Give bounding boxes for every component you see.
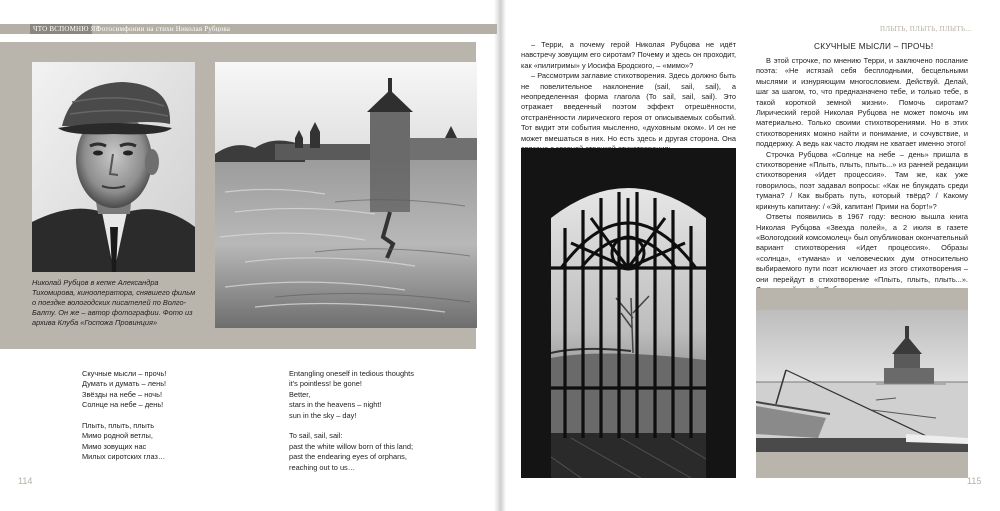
running-head-title: Фотосимфонии на стихи Николая Рубцова: [96, 25, 231, 33]
poem-russian: Скучные мысли – прочь! Думать и думать – лень! Звёзды на небе – ночь! Солнце на небе – день! Плыть, плыть, плыть Мимо родной ветлы, Мимо зовущих нас Милых сиротских глаз…: [82, 369, 167, 462]
page-number-left: 114: [18, 476, 33, 486]
column-2-paragraph: В этой строчке, по мнению Терри, и заключено послание поэта: «Не истязай себя бесплодными, бесцельными мыслями и изнуряющим многословием. Действуй. Делай, шаг за шагом, то, что предназначено тебе, и только тебе, в такой короткой земной жизни». Помочь сиротам? Лирический герой Николая Рубцова не может помочь им материально. Только своими стихотворениями. Но в этих стихотворениях можно найти и понимание, и сочувствие, и поддержку. А ведь как часто людям не хватает именно этого!: [756, 56, 968, 149]
portrait-image: [32, 62, 195, 272]
column-2-paragraph: Ответы появились в 1967 году: весною вышла книга Николая Рубцова «Звезда полей», а 2 июля в газете «Вологодский комсомолец» был опубликован окончательный вариант стихотворения «Идет процессия». Образы «солнца», «тумана» и человеческих дум относительно выбираемого пути поэт исключает из этого стихотворения – они перейдут в стихотворение «Плыть, плыть, плыть...».: [756, 212, 968, 284]
column-1-paragraph: – Терри, а почему герой Николая Рубцова не идёт навстречу зовущим его сиротам? Почему и здесь он проходит, как «пилигримы» у Иосифа Бродского, – «мимо»?: [521, 40, 736, 70]
monastery-photo: [215, 62, 477, 328]
section-heading: СКУЧНЫЕ МЫСЛИ – ПРОЧЬ!: [814, 42, 934, 51]
book-gutter: [494, 0, 506, 511]
monastery-image: [215, 62, 477, 328]
portrait-photo: [32, 62, 195, 272]
flooded-church-photo: [756, 310, 968, 452]
flooded-church-image: [756, 310, 968, 452]
column-2-text: [756, 56, 968, 316]
column-1-paragraph: – Рассмотрим заглавие стихотворения. Здесь должно быть не повелительное наклонение (sail, sail, sail), а неопределенная форма глагола (To sail, sail, sail). Это отражает введенный поэтом эффект отрешённости, отстранённости лирического героя от описываемых событий. Тот видит эти события мысленно, «духовным оком». И он не может вмешаться в них. Но есть здесь и другая сторона. Она: [521, 71, 736, 143]
window-grille-image: [521, 148, 736, 478]
column-1-text: [521, 40, 736, 154]
running-head-section: ЧТО ВСПОМНЮ Я?: [33, 25, 99, 33]
running-head-right-title: ПЛЫТЬ, ПЛЫТЬ, ПЛЫТЬ...: [880, 25, 972, 33]
poem-english: Entangling oneself in tedious thoughts it's pointless! be gone! Better, stars in the heavens – night! sun in the sky – day! To sail, sail, sail: past the white willow born of this land; past the endearing eyes of orphans, reaching out to us…: [289, 369, 414, 472]
page-number-right: 115: [967, 476, 982, 486]
window-grille-photo: [521, 148, 736, 478]
photo-caption: Николай Рубцов в кепке Александра Тихомирова, кинооператора, снявшего фильм о поездке вологодских писателей по Волго-Балту. Он же – автор фотографии. Фото из архива Клуба «Госпожа Провинция»: [32, 278, 196, 327]
column-2-paragraph: Строчка Рубцова «Солнце на небе – день» пришла в стихотворение «Плыть, плыть, плыть...» из ранней редакции стихотворения «Идет процессия». Там же, как уже говорилось, поэт задавал вопросы: «Как не блуждать среди тумана? / Как выбрать путь, который твёрд? / Какому крикнуть капитану: / «Эй, капитан! Прими на борт!»?: [756, 149, 968, 211]
